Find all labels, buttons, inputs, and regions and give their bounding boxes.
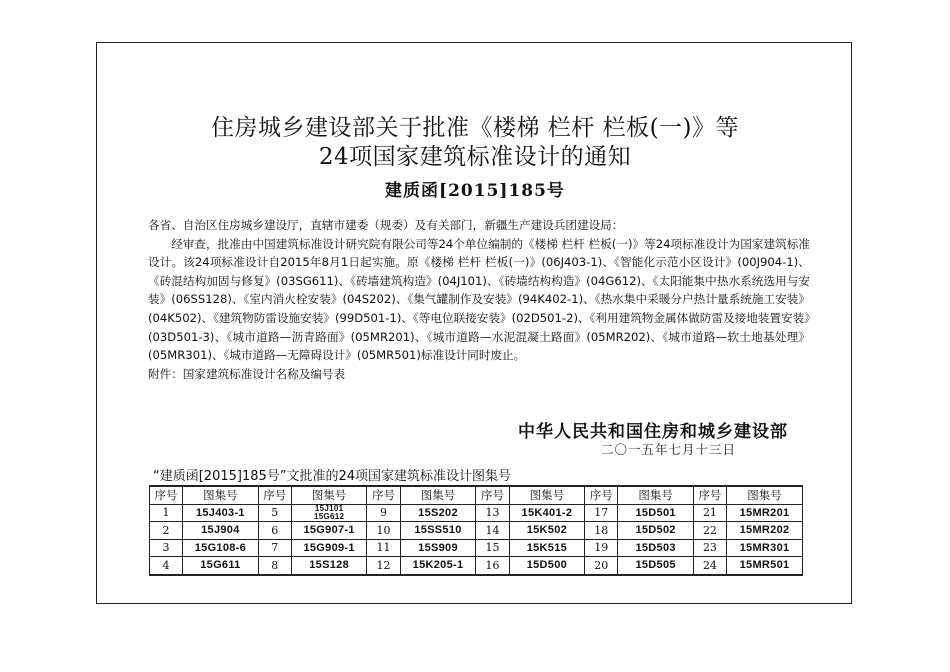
table-cell-number: 3 bbox=[150, 539, 183, 557]
table-header-row bbox=[150, 486, 803, 504]
title-line-1: 住房城乡建设部关于批准《楼梯 栏杆 栏板(一)》等 bbox=[210, 115, 740, 141]
table-cell-code: 15G907-1 bbox=[291, 522, 367, 540]
table-cell-number: 2 bbox=[150, 522, 183, 540]
header-num: 序号 bbox=[476, 486, 509, 504]
header-code: 图集号 bbox=[183, 486, 259, 504]
table-cell-code: 15MR501 bbox=[727, 557, 803, 575]
table-cell-code: 15K401-2 bbox=[509, 504, 585, 522]
table-cell-number: 11 bbox=[367, 539, 400, 557]
table-cell-number: 24 bbox=[693, 557, 726, 575]
table-cell-code: 15K515 bbox=[509, 539, 585, 557]
table-cell-code: 15D503 bbox=[618, 539, 693, 557]
table-cell-code: 15J904 bbox=[183, 522, 259, 540]
main-paragraph: 经审查，批准由中国建筑标准设计研究院有限公司等24个单位编制的《楼梯 栏杆 栏板(一)》等24项标准设计为国家建筑标准设计。该24项标准设计自2015年8月1日起实施。原《楼梯 栏杆 栏板(一)》(06J403-1)、《智能化示范小区设计》(00J904-1)、《砖混结构加固与修复》(03SG611)、《砖墙建筑构造》(04J101)、《砖墙结构构造》(04G612)、《太阳能集中热水系统选用与安装》(06SS128)、《室内消火栓安装》(04S202)、《集气罐制作及安装》(94K402-1)、《热水集中采暖分户热计量系统施工安装》(04K502)、《建筑物防雷设施安装》(99D501-1)、《等电位联接安装》(02D501-2)、《利用建筑物金属体做防雷及接地装置安装》(03D501-3)、《城市道路—沥青路面》(05MR201)、《城市道路—水泥混凝土路面》(05MR202)、《城市道路—软土地基处理》(05MR301)、《城市道路—无障碍设计》(05MR501)标准设计同时废止。 bbox=[148, 236, 810, 363]
table-cell-code: 15SS510 bbox=[400, 522, 476, 540]
table-cell-code: 15G611 bbox=[183, 557, 259, 575]
table-cell-number: 1 bbox=[150, 504, 183, 522]
table-cell-number: 23 bbox=[693, 539, 726, 557]
header-num: 序号 bbox=[258, 486, 291, 504]
table-cell-code: 15D502 bbox=[618, 522, 693, 540]
table-cell-code: 15MR201 bbox=[727, 504, 803, 522]
table-cell-number: 18 bbox=[585, 522, 618, 540]
table-cell-number: 17 bbox=[585, 504, 618, 522]
table-cell-number: 4 bbox=[150, 557, 183, 575]
table-body bbox=[150, 504, 803, 575]
table-row bbox=[150, 504, 803, 522]
table-cell-code-part: 15G612 bbox=[314, 511, 345, 521]
table-cell-code: 15D505 bbox=[618, 557, 693, 575]
table-cell-code: 15S202 bbox=[400, 504, 476, 522]
notice-body bbox=[148, 216, 810, 383]
table-cell-number: 12 bbox=[367, 557, 400, 575]
table-cell-number: 21 bbox=[693, 504, 726, 522]
header-num: 序号 bbox=[693, 486, 726, 504]
table-cell-code: 15G108-6 bbox=[183, 539, 259, 557]
table-cell-code: 15K502 bbox=[509, 522, 585, 540]
table-cell-number: 22 bbox=[693, 522, 726, 540]
table-cell-code: 15S909 bbox=[400, 539, 476, 557]
table-cell-code: 15G909-1 bbox=[291, 539, 367, 557]
table-cell-code: 15K205-1 bbox=[400, 557, 476, 575]
header-code: 图集号 bbox=[509, 486, 585, 504]
title-line-2: 24项国家建筑标准设计的通知 bbox=[318, 144, 632, 170]
table-cell-code: 15J403-1 bbox=[183, 504, 259, 522]
header-code: 图集号 bbox=[400, 486, 476, 504]
atlas-code-table bbox=[149, 485, 803, 576]
issue-date: 二〇一五年七月十三日 bbox=[600, 442, 736, 457]
header-code: 图集号 bbox=[291, 486, 367, 504]
attachment-note: 附件：国家建筑标准设计名称及编号表 bbox=[148, 366, 346, 381]
table-row bbox=[150, 539, 803, 557]
table-cell-code: 15MR301 bbox=[727, 539, 803, 557]
table-cell-number: 16 bbox=[476, 557, 509, 575]
table-row bbox=[150, 557, 803, 575]
header-num: 序号 bbox=[150, 486, 183, 504]
table-cell-number: 5 bbox=[258, 504, 291, 522]
table-caption: “建质函[2015]185号”文批准的24项国家建筑标准设计图集号 bbox=[153, 469, 512, 484]
header-code: 图集号 bbox=[618, 486, 693, 504]
table-cell-number: 15 bbox=[476, 539, 509, 557]
header-code: 图集号 bbox=[727, 486, 803, 504]
table-cell-number: 20 bbox=[585, 557, 618, 575]
table-cell-number: 6 bbox=[258, 522, 291, 540]
table-cell-number: 9 bbox=[367, 504, 400, 522]
table-cell-code: 15S128 bbox=[291, 557, 367, 575]
header-num: 序号 bbox=[585, 486, 618, 504]
document-number: 建质函[2015]185号 bbox=[385, 181, 565, 201]
salutation: 各省、自治区住房城乡建设厅，直辖市建委（规委）及有关部门，新疆生产建设兵团建设局： bbox=[148, 218, 624, 232]
table-cell-code: 15MR202 bbox=[727, 522, 803, 540]
table-cell-number: 13 bbox=[476, 504, 509, 522]
table-cell-number: 19 bbox=[585, 539, 618, 557]
table-row bbox=[150, 522, 803, 540]
table-cell-number: 14 bbox=[476, 522, 509, 540]
table-cell-number: 8 bbox=[258, 557, 291, 575]
table-cell-code-part: 15J101 bbox=[314, 503, 344, 513]
table-cell-code: 15D501 bbox=[618, 504, 693, 522]
table-cell-number: 7 bbox=[258, 539, 291, 557]
table-cell-code: 15D500 bbox=[509, 557, 585, 575]
issuing-authority: 中华人民共和国住房和城乡建设部 bbox=[518, 422, 788, 442]
table-cell-code bbox=[291, 504, 367, 522]
table-cell-number: 10 bbox=[367, 522, 400, 540]
header-num: 序号 bbox=[367, 486, 400, 504]
